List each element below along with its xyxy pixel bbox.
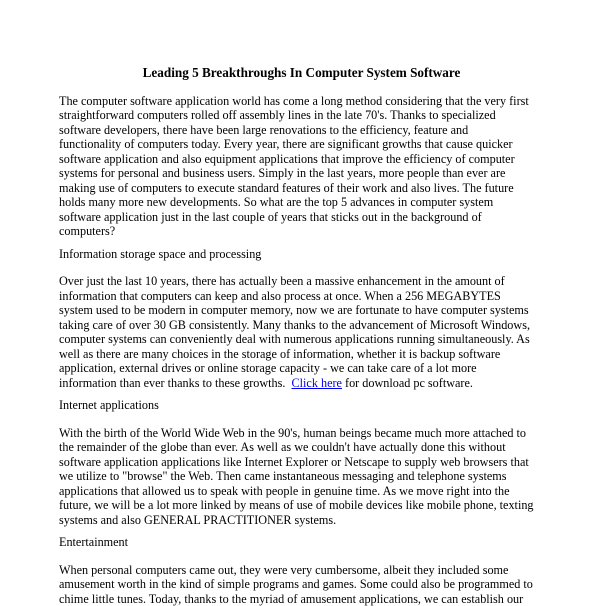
text-line: software application just in the last couple of years that sticks out in the background of xyxy=(59,210,544,225)
text-line: system used to be modern in computer memory, now we are fortunate to have computer systems xyxy=(59,303,544,318)
text-line: making use of computers to execute standard features of their work and also lives. The future xyxy=(59,181,544,196)
text-line: computers? xyxy=(59,224,544,239)
text-line: software developers, there have been large renovations to the efficiency, feature and xyxy=(59,123,544,138)
text-line: we utilize to "browse" the Web. Then came instantaneous messaging and telephone systems xyxy=(59,469,544,484)
text-line: computer systems can conveniently deal with numerous applications running simultaneously. As xyxy=(59,332,544,347)
section-heading-storage: Information storage space and processing xyxy=(59,247,544,262)
text-line: software application applications like Internet Explorer or Netscape to supply web browsers that xyxy=(59,455,544,470)
text-line: software application and also equipment applications that improve the efficiency of computer xyxy=(59,152,544,167)
text-line: future, we will be a lot more linked by means of use of mobile devices like mobile phone, texting xyxy=(59,498,544,513)
text-line-with-link xyxy=(59,376,544,391)
text-line: chime little tunes. Today, thanks to the myriad of amusement applications, we can establish our xyxy=(59,592,544,606)
text-line: taking care of over 30 GB consistently. Many thanks to the advancement of Microsoft Windows, xyxy=(59,318,544,333)
text-line: systems and also GENERAL PRACTITIONER systems. xyxy=(59,513,544,528)
storage-paragraph xyxy=(59,274,544,390)
text-line: functionality of computers today. Every year, there are significant growths that cause quicker xyxy=(59,137,544,152)
text-line: The computer software application world has come a long method considering that the very first xyxy=(59,94,544,109)
intro-paragraph xyxy=(59,94,544,239)
text-line: well as there are many choices in the storage of information, whether it is backup software xyxy=(59,347,544,362)
text-line: amusement worth in the kind of simple programs and games. Some could also be programmed to xyxy=(59,577,544,592)
text-line: With the birth of the World Wide Web in the 90's, human beings became much more attached to xyxy=(59,426,544,441)
internet-paragraph xyxy=(59,426,544,528)
text-line: applications that allowed us to speak with people in genuine time. As we move right into the xyxy=(59,484,544,499)
text-line: When personal computers came out, they were very cumbersome, albeit they included some xyxy=(59,563,544,578)
text-line: straightforward computers rolled off assembly lines in the late 70's. Thanks to specialized xyxy=(59,108,544,123)
click-here-link[interactable]: Click here xyxy=(292,376,342,390)
text-line: the remainder of the globe than ever. As well as we couldn't have actually done this without xyxy=(59,440,544,455)
text-line: information that computers can keep and also process at once. When a 256 MEGABYTES xyxy=(59,289,544,304)
text-line: systems for personal and business users. Simply in the last years, more people than ever are xyxy=(59,166,544,181)
entertainment-paragraph xyxy=(59,563,544,606)
document-title: Leading 5 Breakthroughs In Computer System Software xyxy=(59,66,544,81)
section-heading-internet: Internet applications xyxy=(59,398,544,413)
link-line-post-text: for download pc software. xyxy=(342,376,473,390)
text-line: application, external drives or online storage capacity - we can take care of a lot more xyxy=(59,361,544,376)
link-line-pre-text: information than ever thanks to these growths. xyxy=(59,376,292,390)
section-heading-entertainment: Entertainment xyxy=(59,535,544,550)
text-line: Over just the last 10 years, there has actually been a massive enhancement in the amount of xyxy=(59,274,544,289)
text-line: holds many more new developments. So what are the top 5 advances in computer system xyxy=(59,195,544,210)
